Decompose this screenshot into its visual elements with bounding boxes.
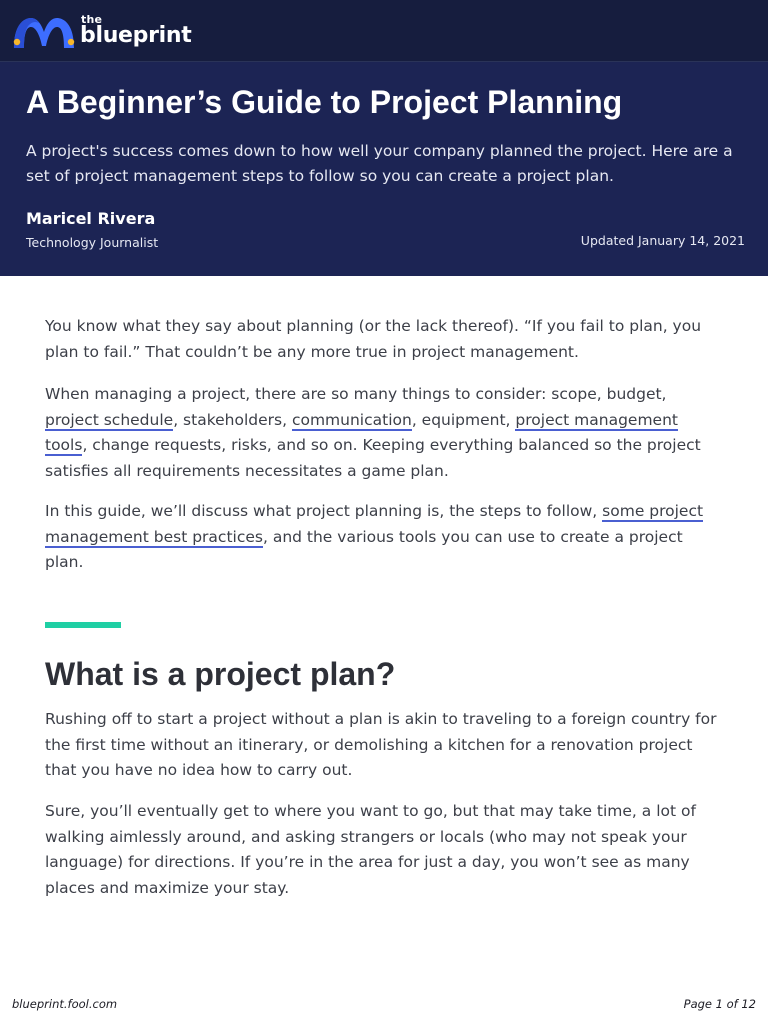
guide-overview-paragraph xyxy=(45,499,725,576)
article-subtitle: A project's success comes down to how well your company planned the project. Here are a set of project management steps to follow so you can create a project plan. xyxy=(26,142,733,185)
paragraph-text: , stakeholders, xyxy=(173,410,292,429)
logo-mark-icon xyxy=(12,16,76,48)
section-accent-divider xyxy=(45,622,121,628)
footer-page-number: Page 1 of 12 xyxy=(683,997,756,1011)
paragraph-text: , equipment, xyxy=(411,410,516,429)
article-title: A Beginner’s Guide to Project Planning xyxy=(26,84,623,120)
author-name[interactable]: Maricel Rivera xyxy=(26,209,156,228)
logo-small-text: the xyxy=(81,13,103,26)
consequence-paragraph: Sure, you’ll eventually get to where you want to go, but that may take time, a lot of walking aimlessly around, and asking strangers or locals (who may not speak your language) for directions. If you’re in the area for just a day, you won’t see as many places and maximize your stay. xyxy=(45,802,696,897)
project-management-tools-link[interactable]: project management tools xyxy=(45,410,678,454)
project-schedule-link[interactable]: project schedule xyxy=(45,410,174,429)
blueprint-logo[interactable] xyxy=(12,12,192,52)
logo-wordmark: blueprint xyxy=(80,23,192,48)
updated-date: Updated January 14, 2021 xyxy=(580,233,745,248)
paragraph-text: , change requests, risks, and so on. Keeping everything balanced so the project satisfies all requirements necessitates a game plan. xyxy=(45,436,701,480)
footer-site-url: blueprint.fool.com xyxy=(12,997,118,1011)
author-role: Technology Journalist xyxy=(26,235,159,250)
considerations-paragraph xyxy=(45,382,725,484)
paragraph-text: When managing a project, there are so many things to consider: scope, budget, xyxy=(45,385,667,403)
article-hero xyxy=(0,62,768,276)
site-header xyxy=(0,0,768,62)
intro-paragraph: You know what they say about planning (or the lack thereof). “If you fail to plan, you plan to fail.” That couldn’t be any more true in project management. xyxy=(45,317,702,361)
best-practices-link[interactable]: some project management best practices xyxy=(45,502,704,546)
communication-link[interactable]: communication xyxy=(291,410,412,429)
paragraph-text: , and the various tools you can use to create a project plan. xyxy=(45,527,683,571)
paragraph-text: In this guide, we’ll discuss what project planning is, the steps to follow, xyxy=(45,502,603,520)
analogy-paragraph: Rushing off to start a project without a plan is akin to traveling to a foreign country for the first time without an itinerary, or demolishing a kitchen for a renovation project that you have no idea how to carry out. xyxy=(45,710,717,779)
section-heading: What is a project plan? xyxy=(45,656,396,692)
